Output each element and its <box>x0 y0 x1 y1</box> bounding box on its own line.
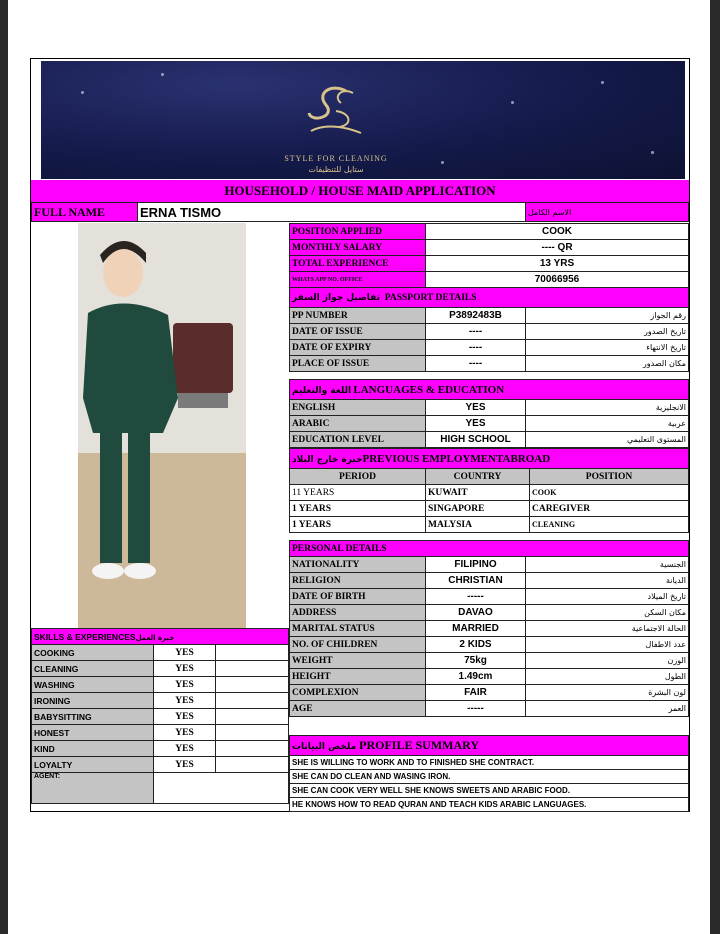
skill-extra <box>216 757 289 773</box>
agent-value <box>154 773 289 804</box>
profile-heading-text: PROFILE SUMMARY <box>359 738 480 752</box>
employment-period: 1 YEARS <box>290 501 426 517</box>
skill-label: IRONING <box>32 693 154 709</box>
employment-country: MALYSIA <box>426 517 530 533</box>
skill-value: YES <box>154 725 216 741</box>
profile-line <box>290 756 689 770</box>
employment-row <box>290 517 689 533</box>
language-row <box>290 432 689 448</box>
profile-line <box>290 798 689 812</box>
skill-label: WASHING <box>32 677 154 693</box>
passport-section <box>289 287 689 372</box>
language-label: ARABIC <box>290 416 426 432</box>
position-label: MONTHLY SALARY <box>290 240 426 256</box>
personal-row <box>290 573 689 589</box>
personal-value: FILIPINO <box>426 557 526 573</box>
language-label-arabic: المستوى التعليمي <box>526 432 689 448</box>
languages-section <box>289 379 689 448</box>
personal-label: RELIGION <box>290 573 426 589</box>
personal-value: 2 KIDS <box>426 637 526 653</box>
col-period: PERIOD <box>290 469 426 485</box>
skill-row <box>32 693 289 709</box>
personal-row <box>290 557 689 573</box>
skills-section <box>31 628 289 804</box>
employment-row <box>290 501 689 517</box>
skill-extra <box>216 645 289 661</box>
passport-label-arabic: تاريخ الصدور <box>526 324 689 340</box>
passport-value: ---- <box>426 324 526 340</box>
personal-label-arabic: مكان السكن <box>526 605 689 621</box>
skill-row <box>32 741 289 757</box>
skill-extra <box>216 741 289 757</box>
full-name-row <box>31 202 689 222</box>
profile-line <box>290 784 689 798</box>
position-value: 13 YRS <box>426 256 689 272</box>
personal-row <box>290 589 689 605</box>
skill-extra <box>216 693 289 709</box>
personal-value: 1.49cm <box>426 669 526 685</box>
passport-heading-text: PASSPORT DETAILS <box>384 292 477 303</box>
employment-period: 11 YEARS <box>290 485 426 501</box>
personal-value: ----- <box>426 701 526 717</box>
passport-label: DATE OF ISSUE <box>290 324 426 340</box>
personal-row <box>290 605 689 621</box>
employment-heading-text: PREVIOUS EMPLOYMENTABROAD <box>362 452 551 465</box>
skill-label: LOYALTY <box>32 757 154 773</box>
employment-country: KUWAIT <box>426 485 530 501</box>
passport-value: ---- <box>426 340 526 356</box>
passport-label-arabic: مكان الصدور <box>526 356 689 372</box>
col-country: COUNTRY <box>426 469 530 485</box>
passport-row <box>290 308 689 324</box>
personal-value: DAVAO <box>426 605 526 621</box>
employment-period: 1 YEARS <box>290 517 426 533</box>
personal-label-arabic: الطول <box>526 669 689 685</box>
position-label: WHATS APP NO. OFFICE <box>290 272 426 288</box>
passport-value: P3892483B <box>426 308 526 324</box>
employment-position: CLEANING <box>530 517 689 533</box>
position-row <box>290 224 689 240</box>
languages-heading-arabic: اللغة والتعليم <box>292 385 352 396</box>
application-form <box>30 58 690 812</box>
employment-section <box>289 448 689 533</box>
skill-row <box>32 645 289 661</box>
skill-value: YES <box>154 645 216 661</box>
personal-row <box>290 653 689 669</box>
skill-value: YES <box>154 709 216 725</box>
skills-heading-arabic: خبرة العمل <box>135 633 175 642</box>
form-title: HOUSEHOLD / HOUSE MAID APPLICATION <box>31 180 689 202</box>
skill-value: YES <box>154 677 216 693</box>
position-row <box>290 272 689 288</box>
languages-heading-text: LANGUAGES & EDUCATION <box>353 383 505 396</box>
personal-value: ----- <box>426 589 526 605</box>
personal-label: DATE OF BIRTH <box>290 589 426 605</box>
language-label-arabic: عربية <box>526 416 689 432</box>
skill-value: YES <box>154 741 216 757</box>
skill-value: YES <box>154 757 216 773</box>
personal-label-arabic: العمر <box>526 701 689 717</box>
full-name-label-arabic: الاسم الكامل <box>526 203 689 222</box>
agent-label: AGENT: <box>32 773 154 804</box>
personal-section <box>289 540 689 717</box>
employment-position: CAREGIVER <box>530 501 689 517</box>
employment-heading-arabic: خبرة خارج البلاد <box>292 454 363 465</box>
skill-label: COOKING <box>32 645 154 661</box>
profile-heading-arabic: ملخص البيانات <box>292 742 357 752</box>
personal-value: MARRIED <box>426 621 526 637</box>
personal-label: NATIONALITY <box>290 557 426 573</box>
language-value: YES <box>426 400 526 416</box>
full-name-value: ERNA TISMO <box>138 203 526 222</box>
col-position: POSITION <box>530 469 689 485</box>
personal-label: AGE <box>290 701 426 717</box>
personal-label-arabic: لون البشرة <box>526 685 689 701</box>
company-banner <box>41 61 685 179</box>
passport-heading <box>290 288 689 308</box>
skill-label: CLEANING <box>32 661 154 677</box>
passport-label: PLACE OF ISSUE <box>290 356 426 372</box>
language-row <box>290 400 689 416</box>
personal-value: CHRISTIAN <box>426 573 526 589</box>
skill-label: BABYSITTING <box>32 709 154 725</box>
profile-summary-line: SHE CAN DO CLEAN AND WASING IRON. <box>290 770 689 784</box>
passport-label: PP NUMBER <box>290 308 426 324</box>
skill-extra <box>216 661 289 677</box>
passport-label: DATE OF EXPIRY <box>290 340 426 356</box>
company-name-arabic: ستايل للتنظيفات <box>308 165 364 174</box>
personal-row <box>290 701 689 717</box>
passport-label-arabic: رقم الجواز <box>526 308 689 324</box>
personal-label: WEIGHT <box>290 653 426 669</box>
skill-label: HONEST <box>32 725 154 741</box>
position-value: 70066956 <box>426 272 689 288</box>
personal-label: NO. OF CHILDREN <box>290 637 426 653</box>
passport-label-arabic: تاريخ الانتهاء <box>526 340 689 356</box>
skills-heading <box>32 629 289 645</box>
skills-heading-text: SKILLS & EXPERIENCES <box>34 631 136 642</box>
personal-label: COMPLEXION <box>290 685 426 701</box>
skill-extra <box>216 677 289 693</box>
employment-row <box>290 485 689 501</box>
skill-value: YES <box>154 661 216 677</box>
company-logo-icon <box>291 83 381 143</box>
personal-value: FAIR <box>426 685 526 701</box>
profile-summary-line: SHE CAN COOK VERY WELL SHE KNOWS SWEETS AND ARABIC FOOD. <box>290 784 689 798</box>
personal-label: MARITAL STATUS <box>290 621 426 637</box>
skill-row <box>32 709 289 725</box>
profile-summary-line: SHE IS WILLING TO WORK AND TO FINISHED SHE CONTRACT. <box>290 756 689 770</box>
personal-value: 75kg <box>426 653 526 669</box>
passport-value: ---- <box>426 356 526 372</box>
profile-summary-line: HE KNOWS HOW TO READ QURAN AND TEACH KIDS ARABIC LANGUAGES. <box>290 798 689 812</box>
language-value: HIGH SCHOOL <box>426 432 526 448</box>
languages-heading <box>290 380 689 400</box>
passport-row <box>290 340 689 356</box>
personal-label: ADDRESS <box>290 605 426 621</box>
personal-label: HEIGHT <box>290 669 426 685</box>
employment-heading <box>290 449 689 469</box>
language-label: ENGLISH <box>290 400 426 416</box>
profile-line <box>290 770 689 784</box>
skill-value: YES <box>154 693 216 709</box>
language-value: YES <box>426 416 526 432</box>
language-label-arabic: الانجليزية <box>526 400 689 416</box>
skill-row <box>32 757 289 773</box>
application-page <box>8 0 710 934</box>
passport-row <box>290 356 689 372</box>
personal-label-arabic: تاريخ الميلاد <box>526 589 689 605</box>
skill-row <box>32 661 289 677</box>
skill-row <box>32 677 289 693</box>
personal-row <box>290 685 689 701</box>
applicant-photo <box>78 223 246 629</box>
position-value: COOK <box>426 224 689 240</box>
position-label: TOTAL EXPERIENCE <box>290 256 426 272</box>
personal-label-arabic: الوزن <box>526 653 689 669</box>
company-name: STYLE FOR CLEANING <box>284 154 388 163</box>
personal-heading: PERSONAL DETAILS <box>290 541 689 557</box>
language-row <box>290 416 689 432</box>
skill-extra <box>216 725 289 741</box>
personal-label-arabic: الديانة <box>526 573 689 589</box>
position-row <box>290 256 689 272</box>
profile-section <box>289 735 689 812</box>
personal-label-arabic: الجنسية <box>526 557 689 573</box>
personal-row <box>290 621 689 637</box>
position-table <box>289 223 689 288</box>
passport-heading-arabic: تفاصيل جواز السفر <box>292 292 381 303</box>
employment-position: COOK <box>530 485 689 501</box>
position-value: ---- QR <box>426 240 689 256</box>
skill-row <box>32 725 289 741</box>
full-name-label: FULL NAME <box>32 203 138 222</box>
personal-row <box>290 637 689 653</box>
language-label: EDUCATION LEVEL <box>290 432 426 448</box>
position-label: POSITION APPLIED <box>290 224 426 240</box>
personal-label-arabic: الحالة الاجتماعية <box>526 621 689 637</box>
personal-row <box>290 669 689 685</box>
passport-row <box>290 324 689 340</box>
skill-label: KIND <box>32 741 154 757</box>
employment-country: SINGAPORE <box>426 501 530 517</box>
position-row <box>290 240 689 256</box>
skill-extra <box>216 709 289 725</box>
profile-heading <box>290 736 689 756</box>
personal-label-arabic: عدد الاطفال <box>526 637 689 653</box>
